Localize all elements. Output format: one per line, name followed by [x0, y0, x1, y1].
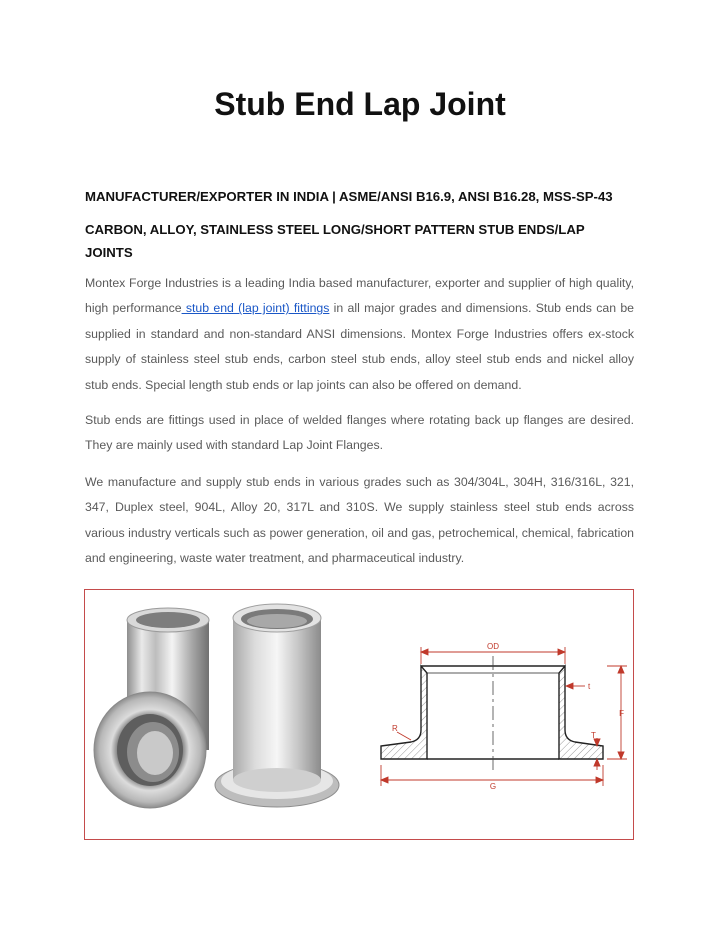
grades-paragraph: We manufacture and supply stub ends in various grades such as 304/304L, 304H, 316/316L, 321, 347, Duplex steel, 904L, Alloy 20, 317L and 310S. We supply stainless steel stub ends across various industry verticals such as power generation, oil and gas, petrochemical, chemical, fabrication and engineering, waste water treatment, and pharmaceutical industry.	[85, 475, 634, 566]
radius-label: R	[392, 724, 398, 733]
od-label: OD	[487, 642, 499, 651]
product-illustration	[85, 590, 633, 839]
dimension-drawing	[381, 656, 603, 770]
short-stub-end-photo	[94, 608, 209, 808]
lap-diameter-label: G	[489, 782, 497, 791]
dimension-lines	[381, 647, 627, 786]
intro-paragraph	[85, 271, 634, 398]
wall-thickness-label: t	[588, 682, 591, 691]
length-f-label: F	[619, 709, 624, 718]
page-title: Stub End Lap Joint	[214, 86, 506, 122]
intro-text-end: in all major grades and dimensions. Stub ends can be supplied in standard and non-standard ANSI dimensions. Montex Forge Industries offers ex-stock supply of stainless steel stub ends, carbon steel stub ends, alloy steel stub ends and nickel alloy stub ends. Special length stub ends or lap joints can also be offered on demand.	[85, 301, 634, 392]
stub-end-fittings-link[interactable]: stub end (lap joint) fittings	[181, 301, 330, 316]
long-stub-end-photo	[215, 604, 339, 807]
intro-text-start: Montex Forge Industries is a leading India based manufacturer, exporter and supplier of high quality, high performance	[85, 276, 634, 316]
section-heading-standards: MANUFACTURER/EXPORTER IN INDIA | ASME/ANSI B16.9, ANSI B16.28, MSS-SP-43	[85, 189, 613, 204]
section-heading-materials: CARBON, ALLOY, STAINLESS STEEL LONG/SHORT PATTERN STUB ENDS/LAP JOINTS	[85, 222, 585, 260]
product-figure	[84, 589, 634, 840]
definition-paragraph: Stub ends are fittings used in place of welded flanges where rotating back up flanges are desired. They are mainly used with standard Lap Joint Flanges.	[85, 413, 634, 453]
lap-thickness-label: T	[591, 731, 596, 740]
